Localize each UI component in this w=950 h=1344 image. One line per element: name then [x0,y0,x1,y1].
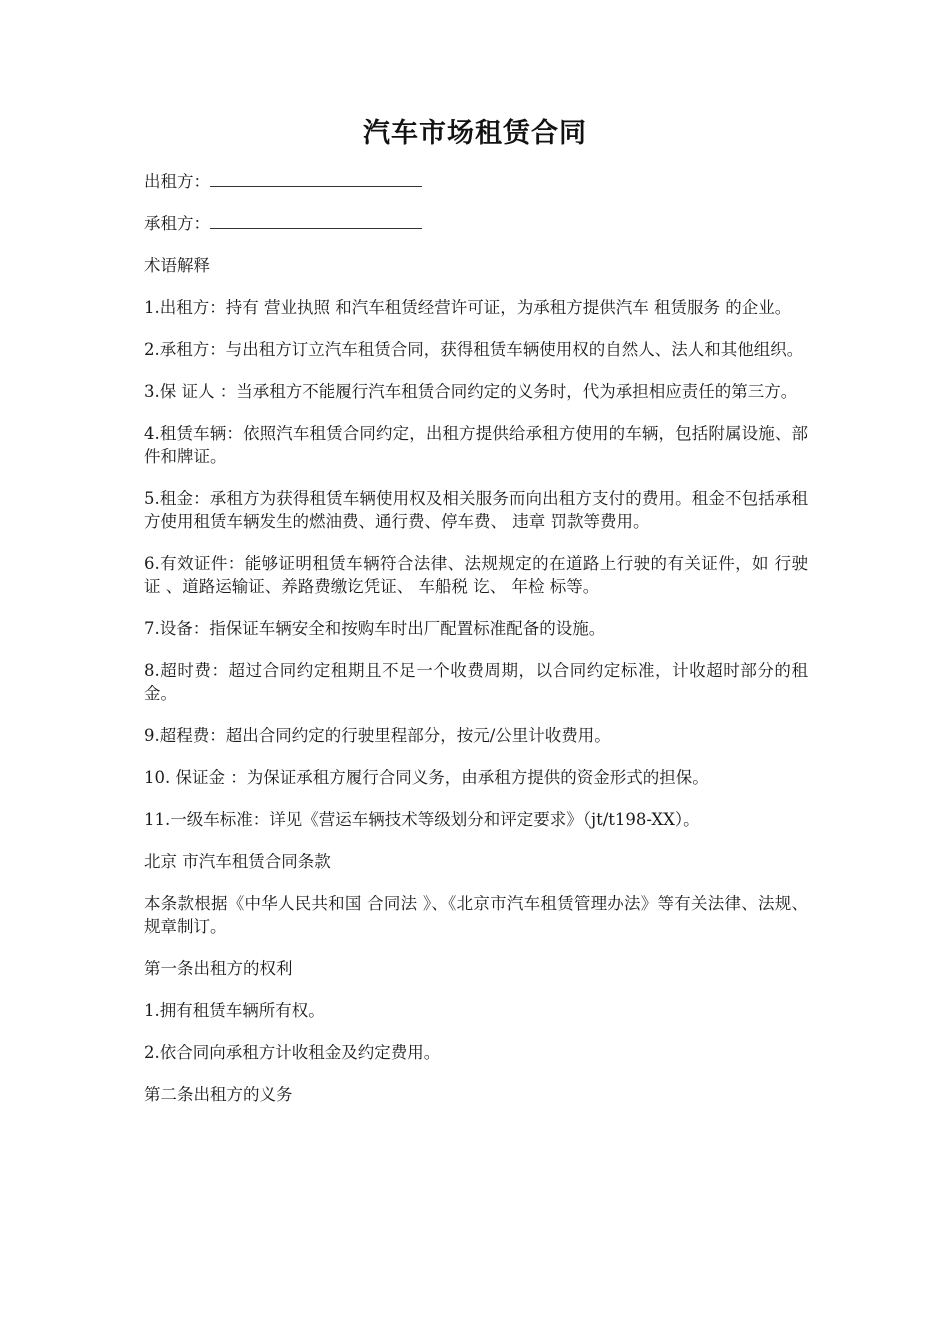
document-title: 汽车市场租赁合同 [363,118,587,149]
term-deposit: 10. 保证金 ：为保证承租方履行合同义务，由承租方提供的资金形式的担保。 [144,768,709,787]
term-lessee: 2.承租方：与出租方订立汽车租赁合同，获得租赁车辆使用权的自然人、法人和其他组织。 [144,340,804,359]
term-valid-documents: 6.有效证件：能够证明租赁车辆符合法律、法规规定的在道路上行驶的有关证件，如 行驶证 、道路运输证、养路费缴讫凭证、 车船税 讫、 年检 标等。 [144,554,808,596]
term-leased-vehicle: 4.租赁车辆：依照汽车租赁合同约定，出租方提供给承租方使用的车辆，包括附属设施、部件和牌证。 [144,424,808,466]
lessor-line [144,170,808,193]
term-rent: 5.租金：承租方为获得租赁车辆使用权及相关服务而向出租方支付的费用。租金不包括承租方使用租赁车辆发生的燃油费、通行费、停车费、 违章 罚款等费用。 [144,489,808,531]
lessor-label: 出租方： [144,172,210,191]
article-1-heading: 第一条出租方的权利 [144,959,293,978]
term-overtime-fee: 8.超时费：超过合同约定租期且不足一个收费周期，以合同约定标准，计收超时部分的租金。 [144,661,808,703]
term-class-one-standard: 11.一级车标准：详见《营运车辆技术等级划分和评定要求》（jt/t198-XX）。 [144,810,700,829]
term-equipment: 7.设备：指保证车辆安全和按购车时出厂配置标准配备的设施。 [144,619,606,638]
section-heading-terms: 术语解释 [144,256,210,275]
article-1-item-1: 1.拥有租赁车辆所有权。 [144,1001,325,1020]
term-lessor: 1.出租方：持有 营业执照 和汽车租赁经营许可证，为承租方提供汽车 租赁服务 的企业。 [144,298,792,317]
term-guarantor: 3.保 证人 ：当承租方不能履行汽车租赁合同约定的义务时，代为承担相应责任的第三方。 [144,382,798,401]
lessor-blank [210,171,422,187]
article-2-heading: 第二条出租方的义务 [144,1085,293,1104]
section-heading-clauses: 北京 市汽车租赁合同条款 [144,852,331,871]
lessee-blank [210,213,422,229]
lessee-label: 承租方： [144,214,210,233]
article-1-item-2: 2.依合同向承租方计收租金及约定费用。 [144,1043,441,1062]
lessee-line [144,212,808,235]
document-body [144,170,808,1125]
term-overmileage-fee: 9.超程费：超出合同约定的行驶里程部分，按元/公里计收费用。 [144,726,611,745]
clauses-basis: 本条款根据《中华人民共和国 合同法 》、《北京市汽车租赁管理办法》等有关法律、法规、规章制订。 [144,894,808,936]
